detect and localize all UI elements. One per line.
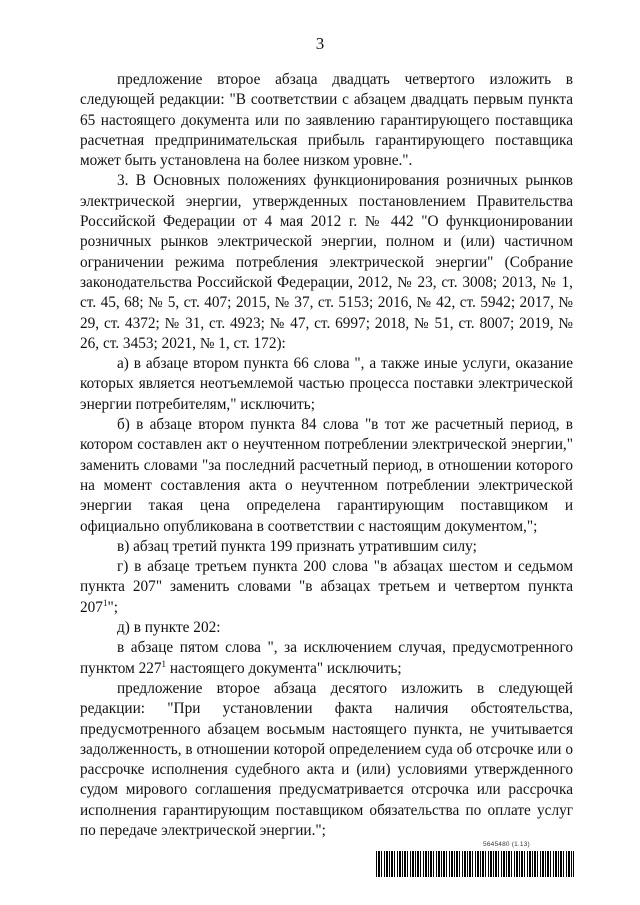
paragraph — [80, 537, 573, 557]
document-body — [80, 70, 573, 841]
barcode-icon — [376, 851, 574, 877]
document-code: 5645480 (1.13) — [483, 841, 530, 848]
paragraph-text: б) в абзаце втором пункта 84 слова "в тот же расчетный период, в котором составлен акт о неучтенном потреблении электрической энергии," заменить словами "за последний расчетный период, в отношении которого на момент составления акта о неучтенном потреблении электрической энергии такая цена определена гарантирующим поставщиком и официально опубликована в соответствии с настоящим документом,"; — [80, 416, 573, 535]
paragraph-text: а) в абзаце втором пункта 66 слова ", а также иные услуги, оказание которых является неотъемлемой частью процесса поставки электрической энергии потребителям," исключить; — [80, 355, 573, 413]
paragraph — [80, 70, 573, 171]
paragraph-text: в абзаце пятом слова ", за исключением случая, предусмотренного пунктом 227 — [80, 639, 573, 677]
paragraph-text: предложение второе абзаца десятого изложить в следующей редакции: "При установлении факта наличия обстоятельства, предусмотренного абзацем восьмым настоящего пункта, не учитывается задолженность, в отношении которой определением суда об отсрочке или о рассрочке исполнения судебного акта и (или) условиями утвержденного судом мирового соглашения предусматривается отсрочка или рассрочка исполнения гарантирующим поставщиком обязательства по оплате услуг по передаче электрической энергии."; — [80, 679, 573, 839]
page-number: 3 — [315, 34, 325, 53]
superscript: 1 — [102, 597, 108, 608]
paragraph-text: предложение второе абзаца двадцать четвертого изложить в следующей редакции: "В соответствии с абзацем двадцать первым пункта 65 настоящего документа или по заявлению гарантирующего поставщика расчетная предпринимательская прибыль гарантирующего поставщика может быть установлена на более низком уровне.". — [80, 71, 573, 170]
paragraph — [80, 171, 573, 354]
paragraph — [80, 557, 573, 618]
paragraph-text: "; — [107, 598, 118, 616]
paragraph — [80, 679, 573, 841]
paragraph — [80, 618, 573, 638]
paragraph — [80, 638, 573, 679]
paragraph — [80, 354, 573, 415]
superscript: 1 — [161, 658, 167, 669]
paragraph-text: настоящего документа" исключить; — [166, 659, 402, 677]
paragraph — [80, 415, 573, 537]
paragraph-text: 3. В Основных положениях функционирования розничных рынков электрической энергии, утвержденных постановлением Правительства Российской Федерации от 4 мая 2012 г. № 442 "О функционировании розничных рынков электрической энергии, полном и (или) частичном ограничении режима потребления электрической энергии" (Собрание законодательства Российской Федерации, 2012, № 23, ст. 3008; 2013, № 1, ст. 45, 68; № 5, ст. 407; 2015, № 37, ст. 5153; 2016, № 42, ст. 5942; 2017, № 29, ст. 4372; № 31, ст. 4923; № 47, ст. 6997; 2018, № 51, ст. 8007; 2019, № 26, ст. 3453; 2021, № 1, ст. 172): — [80, 172, 573, 352]
paragraph-text: г) в абзаце третьем пункта 200 слова "в абзацах шестом и седьмом пункта 207" заменить словами "в абзацах третьем и четвертом пункта 207 — [80, 558, 573, 616]
paragraph-text: в) абзац третий пункта 199 признать утратившим силу; — [117, 537, 477, 555]
paragraph-text: д) в пункте 202: — [117, 619, 221, 637]
